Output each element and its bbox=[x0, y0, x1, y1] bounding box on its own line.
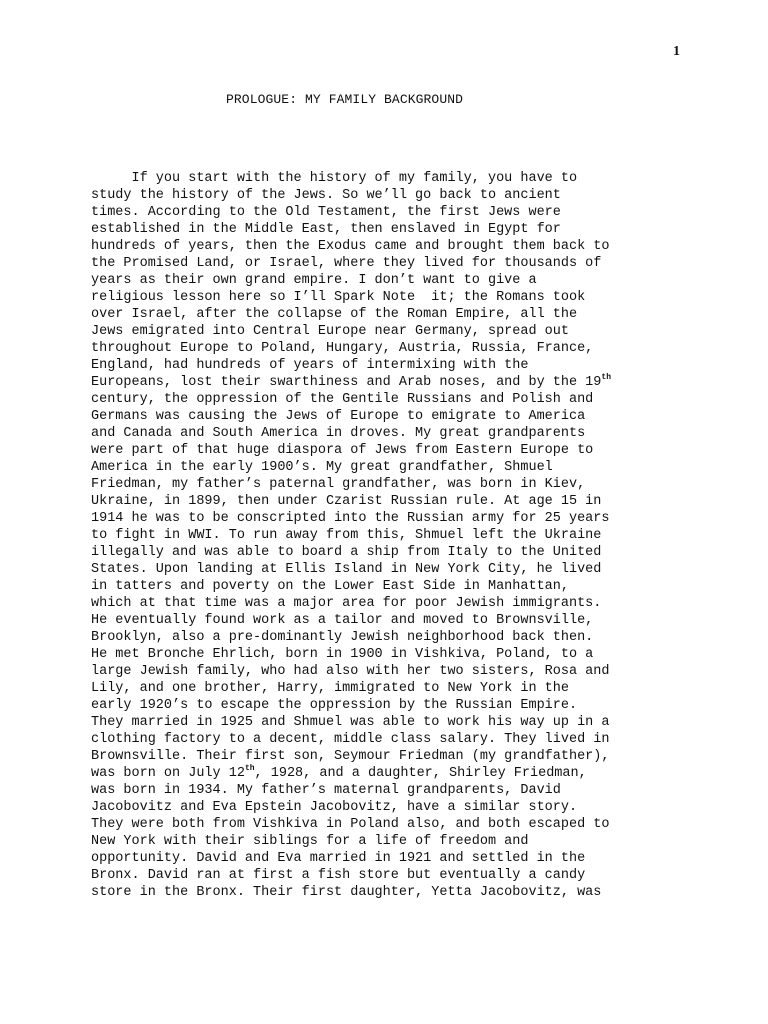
text-line-content: Jews emigrated into Central Europe near Germany, spread out bbox=[91, 324, 569, 339]
page-title: PROLOGUE: MY FAMILY BACKGROUND bbox=[226, 92, 464, 107]
text-line bbox=[91, 476, 691, 493]
text-line bbox=[91, 816, 691, 833]
text-line bbox=[91, 612, 691, 629]
text-line bbox=[91, 799, 691, 816]
body-paragraph bbox=[91, 170, 691, 901]
text-line bbox=[91, 187, 691, 204]
text-line bbox=[91, 578, 691, 595]
text-line-content: early 1920’s to escape the oppression by the Russian Empire. bbox=[91, 698, 578, 713]
text-line-content: was born in 1934. My father’s maternal grandparents, David bbox=[91, 783, 561, 798]
text-line-content: They married in 1925 and Shmuel was able to work his way up in a bbox=[91, 715, 610, 730]
text-line-content: century, the oppression of the Gentile Russians and Polish and bbox=[91, 392, 594, 407]
text-line bbox=[91, 731, 691, 748]
text-line bbox=[91, 204, 691, 221]
text-line-content: over Israel, after the collapse of the Roman Empire, all the bbox=[91, 307, 578, 322]
text-line bbox=[91, 340, 691, 357]
text-line-content: throughout Europe to Poland, Hungary, Austria, Russia, France, bbox=[91, 341, 594, 356]
text-line bbox=[91, 442, 691, 459]
text-line bbox=[91, 527, 691, 544]
text-line-content: Brownsville. Their first son, Seymour Friedman (my grandfather), bbox=[91, 749, 610, 764]
text-line-content: Ukraine, in 1899, then under Czarist Russian rule. At age 15 in bbox=[91, 494, 602, 509]
text-line bbox=[91, 765, 691, 782]
text-line bbox=[91, 493, 691, 510]
text-line bbox=[91, 544, 691, 561]
ordinal-superscript: th bbox=[244, 764, 255, 773]
text-line bbox=[91, 748, 691, 765]
text-line-content: was born on July 12 bbox=[91, 766, 245, 781]
text-line bbox=[91, 221, 691, 238]
text-line-content: times. According to the Old Testament, the first Jews were bbox=[91, 205, 561, 220]
text-line bbox=[91, 714, 691, 731]
text-line-content: England, had hundreds of years of intermixing with the bbox=[91, 358, 529, 373]
text-line bbox=[91, 850, 691, 867]
text-line bbox=[91, 238, 691, 255]
text-line-content: If you start with the history of my family, you have to bbox=[91, 171, 578, 186]
text-line-content: large Jewish family, who had also with her two sisters, Rosa and bbox=[91, 664, 610, 679]
text-line-content: clothing factory to a decent, middle class salary. They lived in bbox=[91, 732, 610, 747]
text-line bbox=[91, 323, 691, 340]
text-line bbox=[91, 782, 691, 799]
text-line-content: the Promised Land, or Israel, where they lived for thousands of bbox=[91, 256, 602, 271]
text-line-content: study the history of the Jews. So we’ll go back to ancient bbox=[91, 188, 561, 203]
text-line bbox=[91, 306, 691, 323]
text-line-content: established in the Middle East, then enslaved in Egypt for bbox=[91, 222, 561, 237]
text-line-content: Brooklyn, also a pre-dominantly Jewish neighborhood back then. bbox=[91, 630, 594, 645]
text-line-content: Bronx. David ran at first a fish store but eventually a candy bbox=[91, 868, 586, 883]
text-line-content: Europeans, lost their swarthiness and Arab noses, and by the 19 bbox=[91, 375, 602, 390]
text-line-content: Friedman, my father’s paternal grandfather, was born in Kiev, bbox=[91, 477, 586, 492]
text-line-content: which at that time was a major area for poor Jewish immigrants. bbox=[91, 596, 602, 611]
text-line-content: hundreds of years, then the Exodus came and brought them back to bbox=[91, 239, 610, 254]
text-line bbox=[91, 272, 691, 289]
text-line bbox=[91, 357, 691, 374]
text-line-content: They were both from Vishkiva in Poland also, and both escaped to bbox=[91, 817, 610, 832]
text-line-content: New York with their siblings for a life of freedom and bbox=[91, 834, 529, 849]
text-line bbox=[91, 646, 691, 663]
text-line bbox=[91, 255, 691, 272]
text-line-content: illegally and was able to board a ship from Italy to the United bbox=[91, 545, 602, 560]
text-line-content: opportunity. David and Eva married in 1921 and settled in the bbox=[91, 851, 586, 866]
text-line-content: to fight in WWI. To run away from this, Shmuel left the Ukraine bbox=[91, 528, 602, 543]
text-line bbox=[91, 170, 691, 187]
text-line bbox=[91, 459, 691, 476]
page-number: 1 bbox=[673, 44, 680, 59]
text-line-content: 1914 he was to be conscripted into the Russian army for 25 years bbox=[91, 511, 610, 526]
text-line-content: in tatters and poverty on the Lower East Side in Manhattan, bbox=[91, 579, 569, 594]
text-line-content: America in the early 1900’s. My great grandfather, Shmuel bbox=[91, 460, 553, 475]
text-line bbox=[91, 561, 691, 578]
text-line bbox=[91, 391, 691, 408]
text-line bbox=[91, 833, 691, 850]
ordinal-superscript: th bbox=[601, 373, 611, 382]
text-line-content: were part of that huge diaspora of Jews from Eastern Europe to bbox=[91, 443, 594, 458]
text-line-content: religious lesson here so I’ll Spark Note it; the Romans took bbox=[91, 290, 586, 305]
text-line-content: States. Upon landing at Ellis Island in New York City, he lived bbox=[91, 562, 602, 577]
text-line bbox=[91, 697, 691, 714]
text-line-content: store in the Bronx. Their first daughter, Yetta Jacobovitz, was bbox=[91, 885, 602, 900]
text-line bbox=[91, 680, 691, 697]
text-line-content: He eventually found work as a tailor and moved to Brownsville, bbox=[91, 613, 594, 628]
text-line bbox=[91, 884, 691, 901]
text-line bbox=[91, 408, 691, 425]
text-line bbox=[91, 510, 691, 527]
text-line-content: Germans was causing the Jews of Europe to emigrate to America bbox=[91, 409, 586, 424]
text-line-continuation: , 1928, and a daughter, Shirley Friedman, bbox=[254, 766, 587, 781]
text-line bbox=[91, 629, 691, 646]
text-line bbox=[91, 289, 691, 306]
text-line bbox=[91, 867, 691, 884]
text-line bbox=[91, 663, 691, 680]
text-line-content: years as their own grand empire. I don’t want to give a bbox=[91, 273, 537, 288]
text-line bbox=[91, 425, 691, 442]
text-line-content: He met Bronche Ehrlich, born in 1900 in Vishkiva, Poland, to a bbox=[91, 647, 594, 662]
text-line bbox=[91, 374, 691, 391]
text-line bbox=[91, 595, 691, 612]
text-line-content: Jacobovitz and Eva Epstein Jacobovitz, have a similar story. bbox=[91, 800, 578, 815]
text-line-content: and Canada and South America in droves. My great grandparents bbox=[91, 426, 586, 441]
text-line-content: Lily, and one brother, Harry, immigrated to New York in the bbox=[91, 681, 569, 696]
